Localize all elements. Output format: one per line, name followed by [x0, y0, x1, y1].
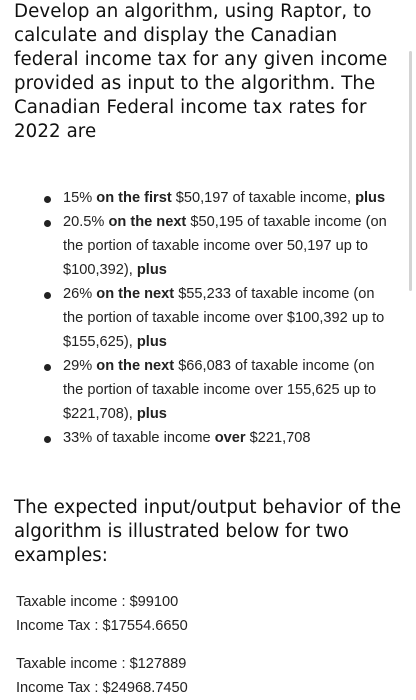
rate-qualifier: on the first	[96, 190, 172, 206]
bullet-icon	[44, 220, 51, 227]
bullet-icon	[44, 292, 51, 299]
rate-tail: plus	[136, 406, 167, 422]
expected-behavior-text: The expected input/output behavior of the algorithm is illustrated below for two examples:	[14, 497, 402, 566]
rate-value: 33% of taxable income	[63, 430, 211, 446]
rate-qualifier: on the next	[108, 214, 187, 230]
example-block	[16, 652, 396, 700]
tax-rate-item	[0, 354, 406, 426]
bullet-icon	[44, 436, 51, 443]
rate-detail: $50,195 of taxable income (on the portion of taxable income over 50,197 up to $100,392),	[63, 214, 387, 278]
rate-tail: plus	[136, 262, 167, 278]
tax-rate-item	[0, 210, 406, 282]
rate-detail: $221,708	[249, 430, 311, 446]
example-income-line: Taxable income : $99100	[16, 594, 179, 610]
rate-tail: plus	[355, 190, 386, 206]
vertical-scrollbar[interactable]	[409, 51, 412, 291]
bullet-icon	[44, 364, 51, 371]
rate-detail: $55,233 of taxable income (on the portion of taxable income over $100,392 up to $155,625),	[63, 286, 385, 350]
rate-tail: plus	[136, 334, 167, 350]
rate-value: 20.5%	[63, 214, 105, 230]
example-block	[16, 590, 396, 638]
tax-rate-list	[0, 186, 406, 450]
example-tax-line: Income Tax : $17554.6650	[16, 618, 188, 634]
rate-qualifier: over	[214, 430, 246, 446]
rate-value: 26%	[63, 286, 93, 302]
rate-value: 29%	[63, 358, 93, 374]
rate-qualifier: on the next	[96, 286, 175, 302]
example-tax-line: Income Tax : $24968.7450	[16, 680, 188, 696]
rate-detail: $66,083 of taxable income (on the portion of taxable income over 155,625 up to $221,708),	[63, 358, 377, 422]
tax-rate-item	[0, 186, 406, 210]
assignment-intro: Develop an algorithm, using Raptor, to calculate and display the Canadian federal income tax for any given income provided as input to the algorithm. The Canadian Federal income tax rates for 2022 are	[14, 1, 388, 142]
bullet-icon	[44, 196, 51, 203]
tax-rate-item	[0, 282, 406, 354]
rate-value: 15%	[63, 190, 93, 206]
tax-rate-item	[0, 426, 406, 450]
example-income-line: Taxable income : $127889	[16, 656, 187, 672]
rate-qualifier: on the next	[96, 358, 175, 374]
rate-detail: $50,197 of taxable income,	[175, 190, 351, 206]
